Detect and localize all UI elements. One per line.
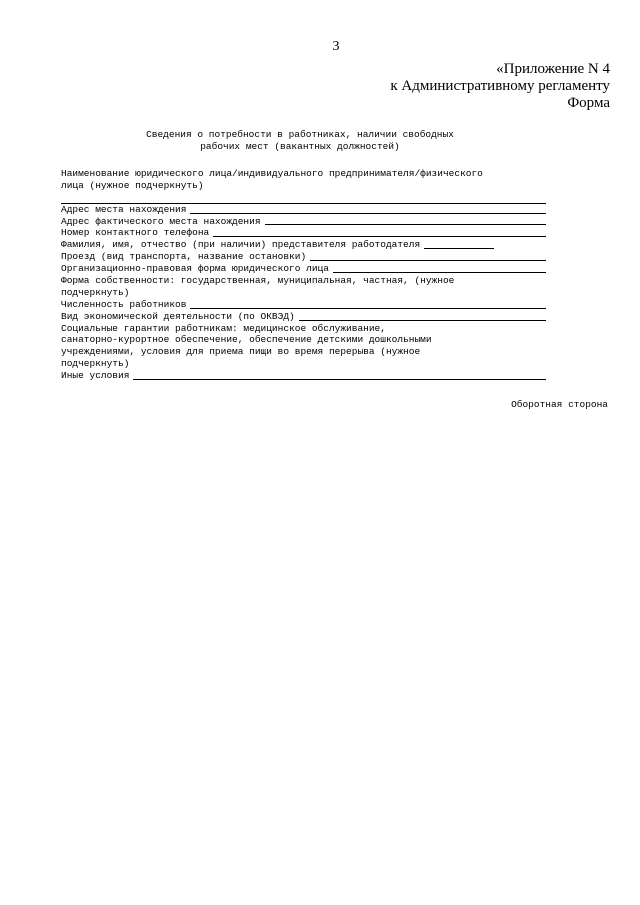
social-row-4 — [61, 358, 546, 370]
phone-label: Номер контактного телефона — [61, 227, 210, 239]
social-text-2: санаторно-курортное обеспечение, обеспечение детскими дошкольными — [61, 334, 432, 346]
actual-address-row — [61, 216, 546, 228]
activity-field[interactable] — [299, 320, 546, 321]
ownership-text-2: подчеркнуть) — [61, 286, 130, 298]
ownership-row-2 — [61, 287, 546, 299]
address-field[interactable] — [190, 213, 546, 214]
ownership-row-1 — [61, 275, 546, 287]
appendix-header — [390, 61, 610, 112]
transport-field[interactable] — [310, 260, 546, 261]
social-text-1: Социальные гарантии работникам: медицинское обслуживание, — [61, 322, 386, 334]
phone-row — [61, 227, 546, 239]
employees-label: Численность работников — [61, 298, 187, 310]
actual-address-label: Адрес фактического места нахождения — [61, 215, 261, 227]
representative-row — [61, 239, 546, 251]
social-text-4: подчеркнуть) — [61, 358, 130, 370]
employer-name-text-1: Наименование юридического лица/индивидуального предпринимателя/физического — [61, 167, 483, 179]
transport-row — [61, 251, 546, 263]
legal-form-field[interactable] — [333, 272, 546, 273]
actual-address-field[interactable] — [265, 224, 546, 225]
social-row-3 — [61, 346, 546, 358]
other-row — [61, 370, 546, 382]
employer-name-label-2 — [61, 180, 546, 192]
form-title — [100, 129, 500, 153]
page-number: 3 — [332, 39, 340, 54]
legal-form-label: Организационно-правовая форма юридического лица — [61, 263, 329, 275]
employer-name-text-2: лица (нужное подчеркнуть) — [61, 179, 204, 191]
address-row — [61, 204, 546, 216]
employer-name-label-1 — [61, 168, 546, 180]
ownership-text-1: Форма собственности: государственная, муниципальная, частная, (нужное — [61, 275, 455, 286]
activity-label: Вид экономической деятельности (по ОКВЭД) — [61, 310, 295, 322]
appendix-title: «Приложение N 4 — [496, 61, 610, 77]
activity-row — [61, 311, 546, 323]
social-row-1 — [61, 323, 546, 335]
reverse-side-label: Оборотная сторона — [511, 399, 608, 410]
appendix-reference: к Административному регламенту — [390, 78, 610, 94]
transport-label: Проезд (вид транспорта, название остановки) — [61, 251, 307, 263]
legal-form-row — [61, 263, 546, 275]
other-field[interactable] — [133, 379, 546, 380]
form-body — [61, 168, 546, 382]
address-label: Адрес места нахождения — [61, 203, 187, 215]
other-label: Иные условия — [61, 370, 130, 382]
phone-field[interactable] — [213, 236, 546, 237]
employees-row — [61, 299, 546, 311]
representative-field[interactable] — [424, 248, 494, 249]
form-title-line-1: Сведения о потребности в работниках, наличии свободных — [146, 129, 454, 140]
employees-field[interactable] — [190, 308, 546, 309]
form-title-line-2: рабочих мест (вакантных должностей) — [200, 141, 400, 152]
social-text-3: учреждениями, условия для приема пищи во время перерыва (нужное — [61, 346, 421, 358]
employer-name-field[interactable] — [61, 192, 546, 204]
social-row-2 — [61, 334, 546, 346]
representative-label: Фамилия, имя, отчество (при наличии) представителя работодателя — [61, 239, 421, 251]
appendix-form-label: Форма — [567, 95, 610, 111]
